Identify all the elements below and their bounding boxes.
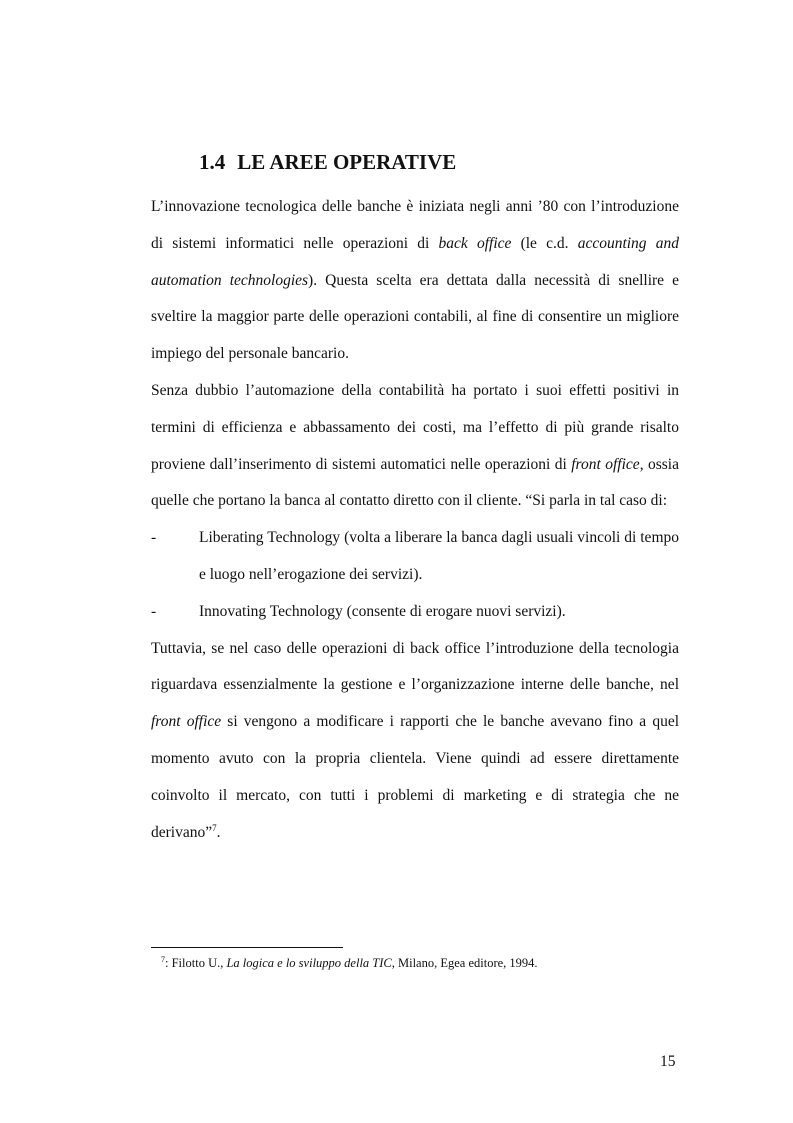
paragraph-3-end: . <box>216 823 221 841</box>
paragraph-3-text-b: si vengono a modificare i rapporti che le banche avevano fino a quel momento avuto con la propria clientela. Viene quindi ad essere direttamente coinvolto il mercato, con tutti i problemi di marketing e di strategia che ne derivano” <box>151 713 680 841</box>
section-number: 1.4 <box>199 150 226 174</box>
paragraph-2-text-a: Senza dubbio l’automazione della contabilità ha portato i suoi effetti positivi in termini di efficienza e abbassamento dei costi, ma l’effetto di più grande risalto proviene dall’inserimento di sistemi automatici nelle operazioni di <box>151 381 679 473</box>
paragraph-1-italic-accounting: accounting and automation technologies <box>151 234 679 289</box>
body-text <box>151 189 679 851</box>
paragraph-2-text-b: , ossia quelle che portano la banca al contatto diretto con il cliente. “Si parla in tal caso di: <box>151 455 679 510</box>
footnote-mark: 7 <box>161 955 165 964</box>
paragraph-1-italic-back-office: back office <box>438 234 512 252</box>
footnote <box>161 956 538 971</box>
paragraph-3 <box>151 631 679 852</box>
section-heading <box>199 150 456 175</box>
paragraph-1-text-a: L’innovazione tecnologica delle banche è iniziata negli anni ’80 con l’introduzione di sistemi informatici nelle operazioni di <box>151 198 679 252</box>
list-dash: - <box>151 529 157 547</box>
list-item-innovating <box>151 594 679 631</box>
list-item-text: Liberating Technology (volta a liberare la banca dagli usuali vincoli di tempo e luogo nell’erogazione dei servizi). <box>199 529 679 583</box>
list-item-text: Innovating Technology (consente di erogare nuovi servizi). <box>199 602 566 620</box>
paragraph-2-italic-front-office: front office <box>571 455 640 473</box>
footnote-italic-title: La logica e lo sviluppo della TIC <box>226 956 392 970</box>
paragraph-2 <box>151 373 679 520</box>
list-dash: - <box>151 602 157 620</box>
footnote-separator <box>151 947 343 948</box>
paragraph-1-text-b: (le c.d. <box>511 234 578 252</box>
section-title: LE AREE OPERATIVE <box>237 150 457 174</box>
paragraph-3-text-a: Tuttavia, se nel caso delle operazioni di back office l’introduzione della tecnologia riguardava essenzialmente la gestione e l’organizzazione interne delle banche, nel <box>151 639 679 694</box>
footnote-reference[interactable]: 7 <box>212 822 217 833</box>
page-number: 15 <box>660 1053 676 1070</box>
paragraph-3-italic-front-office: front office <box>151 713 222 731</box>
list-item-liberating <box>151 520 679 594</box>
paragraph-1-text-c: ). Questa scelta era dettata dalla necessità di snellire e sveltire la maggior parte delle operazioni contabili, al fine di consentire un migliore impiego del personale bancario. <box>151 271 680 363</box>
footnote-text-a: : Filotto U., <box>165 956 227 970</box>
footnote-text-b: , Milano, Egea editore, 1994. <box>391 956 538 970</box>
paragraph-1 <box>151 189 679 373</box>
